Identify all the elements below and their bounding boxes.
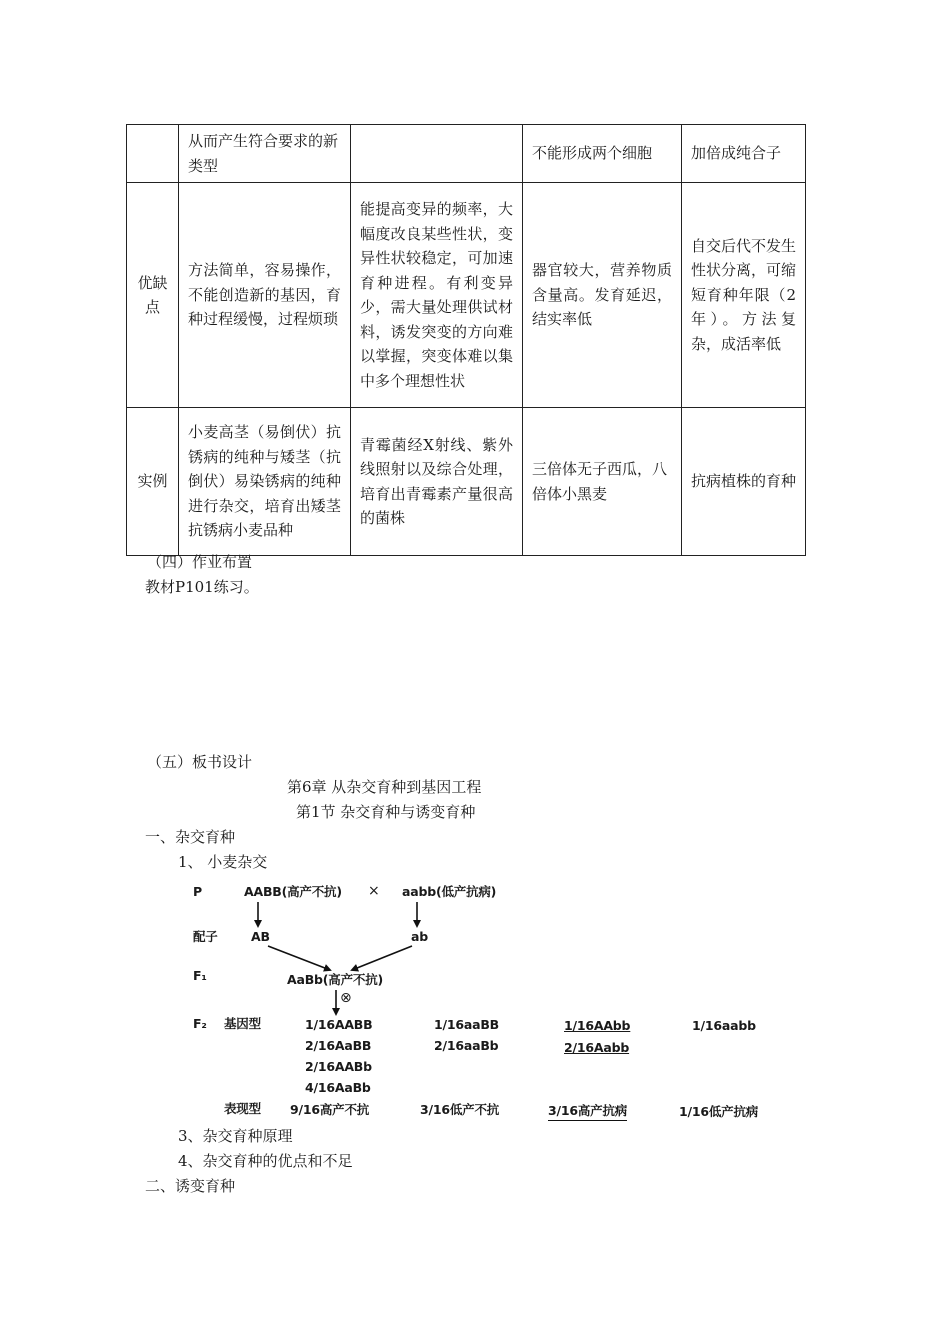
section-title: 第1节 杂交育种与诱变育种: [296, 803, 476, 821]
cross-symbol: ×: [368, 883, 380, 899]
genotype: 1/16aaBB: [434, 1017, 499, 1032]
chapter-title: 第6章 从杂交育种到基因工程: [287, 778, 482, 796]
genotype: 2/16AaBB: [305, 1038, 372, 1053]
board-heading: （五）板书设计: [147, 753, 253, 771]
table-cell: 方法简单，容易操作，不能创造新的基因，育种过程缓慢，过程烦琐: [179, 183, 351, 408]
f1-label: F₁: [193, 968, 207, 983]
table-cell: 器官较大，营养物质含量高。发育延迟，结实率低: [523, 183, 682, 408]
phenotype: 9/16高产不抗: [290, 1102, 370, 1117]
genotype: 2/16aaBb: [434, 1038, 499, 1053]
arrow-right-down-icon: [268, 946, 330, 970]
f1-genotype: AaBb(高产不抗): [287, 972, 384, 987]
part2-heading: 二、诱变育种: [145, 1177, 236, 1195]
row-header: 优缺点: [127, 183, 179, 408]
table-cell: 抗病植株的育种: [682, 408, 806, 556]
gamete1: AB: [251, 929, 270, 944]
genotype-label: 基因型: [224, 1016, 261, 1031]
f2-label: F₂: [193, 1016, 207, 1031]
table-cell: 不能形成两个细胞: [523, 125, 682, 183]
phenotype-label: 表现型: [224, 1101, 261, 1116]
phenotype: 3/16高产抗病: [548, 1103, 627, 1121]
table-cell: 青霉菌经X射线、紫外线照射以及综合处理，培育出青霉素产量很高的菌株: [351, 408, 523, 556]
parent1: AABB(高产不抗): [244, 884, 342, 899]
table-cell: 能提高变异的频率，大幅度改良某些性状，变异性状较稳定，可加速育种进程。有利变异少，需大量处理供试材料，诱发突变的方向难以掌握，突变体难以集中多个理想性状: [351, 183, 523, 408]
item4-heading: 4、杂交育种的优点和不足: [178, 1152, 353, 1170]
table-cell: 从而产生符合要求的新类型: [179, 125, 351, 183]
genotype: 2/16Aabb: [564, 1040, 630, 1055]
homework-heading: （四）作业布置: [147, 553, 253, 571]
table-row: [127, 125, 806, 183]
genotype: 1/16aabb: [692, 1018, 756, 1033]
self-cross-symbol: ⊗: [340, 990, 352, 1006]
table-cell: 小麦高茎（易倒伏）抗锈病的纯种与矮茎（抗倒伏）易染锈病的纯种进行杂交，培育出矮茎抗锈病小麦品种: [179, 408, 351, 556]
table-cell: [351, 125, 523, 183]
phenotype: 1/16低产抗病: [679, 1104, 759, 1119]
genotype: 2/16AABb: [305, 1059, 372, 1074]
homework-text: 教材P101练习。: [145, 578, 259, 596]
phenotype: 3/16低产不抗: [420, 1102, 500, 1117]
table-row: [127, 408, 806, 556]
p-label: P: [193, 884, 202, 899]
comparison-table: [126, 124, 806, 556]
item3-heading: 3、杂交育种原理: [178, 1127, 293, 1145]
item1-heading: 1、 小麦杂交: [178, 853, 268, 871]
row-header: [127, 125, 179, 183]
row-header: 实例: [127, 408, 179, 556]
gamete-label: 配子: [193, 929, 218, 944]
part1-heading: 一、杂交育种: [145, 828, 236, 846]
genotype: 1/16AAbb: [564, 1018, 631, 1033]
genotype: 4/16AaBb: [305, 1080, 371, 1095]
arrow-left-down-icon: [352, 946, 412, 970]
parent2: aabb(低产抗病): [402, 884, 497, 899]
table-cell: 三倍体无子西瓜，八倍体小黑麦: [523, 408, 682, 556]
table-cell: 加倍成纯合子: [682, 125, 806, 183]
genotype: 1/16AABB: [305, 1017, 373, 1032]
gamete2: ab: [411, 929, 428, 944]
table-row: [127, 183, 806, 408]
table-cell: 自交后代不发生性状分离，可缩短育种年限（2年）。方法复杂，成活率低: [682, 183, 806, 408]
